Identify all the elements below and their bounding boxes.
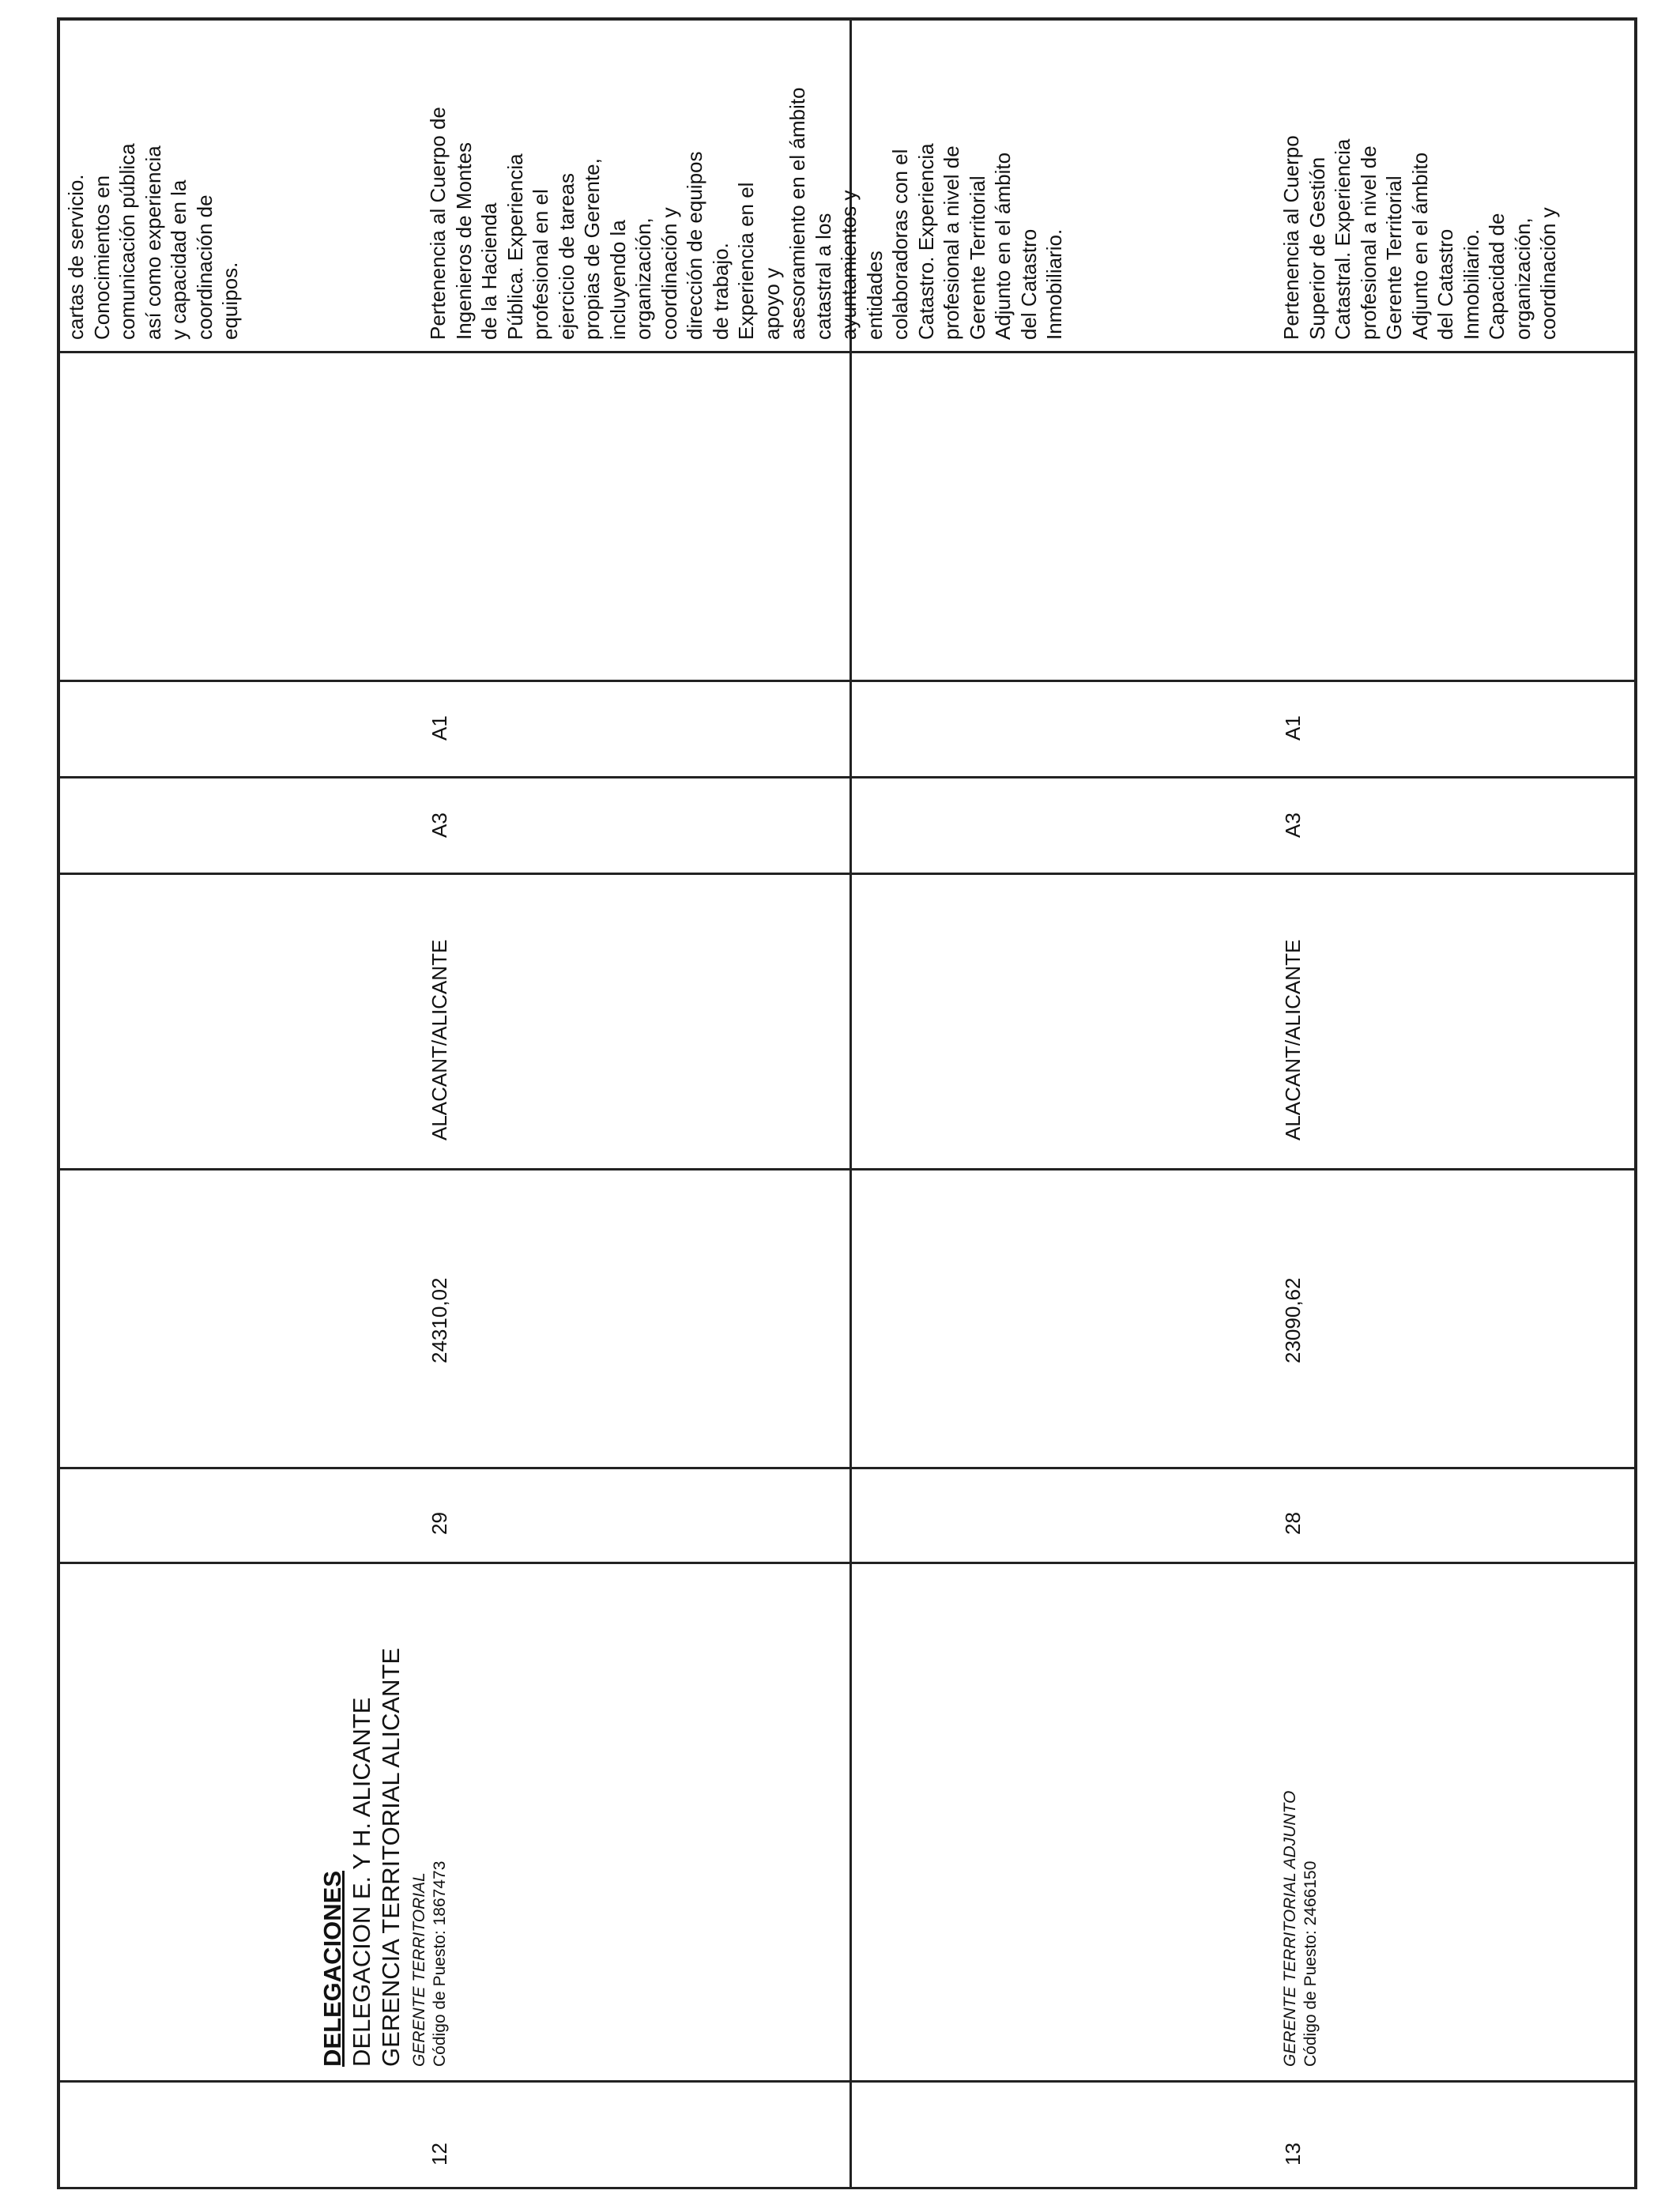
column-divider-location: [57, 873, 1637, 875]
row-adm: A3: [1281, 812, 1305, 838]
row-complement: 24310,02: [428, 1277, 451, 1363]
column-divider-title: [57, 1562, 1637, 1564]
column-divider-complement: [57, 1168, 1637, 1171]
row-order: 12: [428, 2143, 451, 2166]
row-level: 29: [428, 1512, 451, 1535]
column-divider-group: [57, 680, 1637, 682]
column-divider-merits: [57, 351, 1637, 353]
row-divider: [849, 17, 852, 2189]
column-divider-adm: [57, 776, 1637, 778]
post-title: GERENTE TERRITORIAL: [409, 1872, 428, 2067]
row-merits: Pertenencia al Cuerpo de Ingenieros de Montes de la Hacienda Pública. Experiencia profesional en el ejercicio de tareas propias de Gerente, incluyendo la organización, coordinación y dirección de equipos de trabajo. Experiencia en el apoyo y asesoramiento en el ámbito catastral a los ayuntamientos y entidades colaboradoras con el Catastro. Experiencia profesional a nivel de Gerente Territorial Adjunto en el ámbito del Catastro Inmobiliario.: [426, 87, 1066, 340]
column-divider-order: [57, 2080, 1637, 2083]
row-adm: A3: [428, 812, 451, 838]
row-location: ALACANT/ALICANTE: [428, 939, 451, 1140]
row-group: A1: [1281, 715, 1305, 741]
row-location: ALACANT/ALICANTE: [1281, 939, 1305, 1140]
row-order: 13: [1281, 2143, 1305, 2166]
row-group: A1: [428, 715, 451, 741]
row-merits: Pertenencia al Cuerpo Superior de Gestión Catastral. Experiencia profesional a nivel de Gerente Territorial Adjunto en el ámbito del Catastro Inmobiliario. Capacidad de organización, coordinación y: [1279, 135, 1560, 340]
row-complement: 23090,62: [1281, 1277, 1305, 1363]
continuation-text: cartas de servicio. Conocimientos en comunicación pública así como experiencia y capacidad en la coordinación de equipos.: [64, 143, 242, 340]
column-divider-level: [57, 1467, 1637, 1469]
delegacion-name: DELEGACION E. Y H. ALICANTE: [348, 1697, 376, 2067]
row-title-block: [1280, 1791, 1322, 2067]
row-level: 28: [1281, 1512, 1305, 1535]
gerencia-name: GERENCIA TERRITORIAL ALICANTE: [377, 1647, 405, 2067]
post-code: Código de Puesto: 2466150: [1301, 1860, 1320, 2067]
section-heading: DELEGACIONES: [318, 1870, 346, 2067]
table-frame: [57, 17, 1637, 2189]
post-code: Código de Puesto: 1867473: [430, 1860, 449, 2067]
post-title: GERENTE TERRITORIAL ADJUNTO: [1281, 1790, 1299, 2067]
section-header: [318, 1648, 450, 2067]
